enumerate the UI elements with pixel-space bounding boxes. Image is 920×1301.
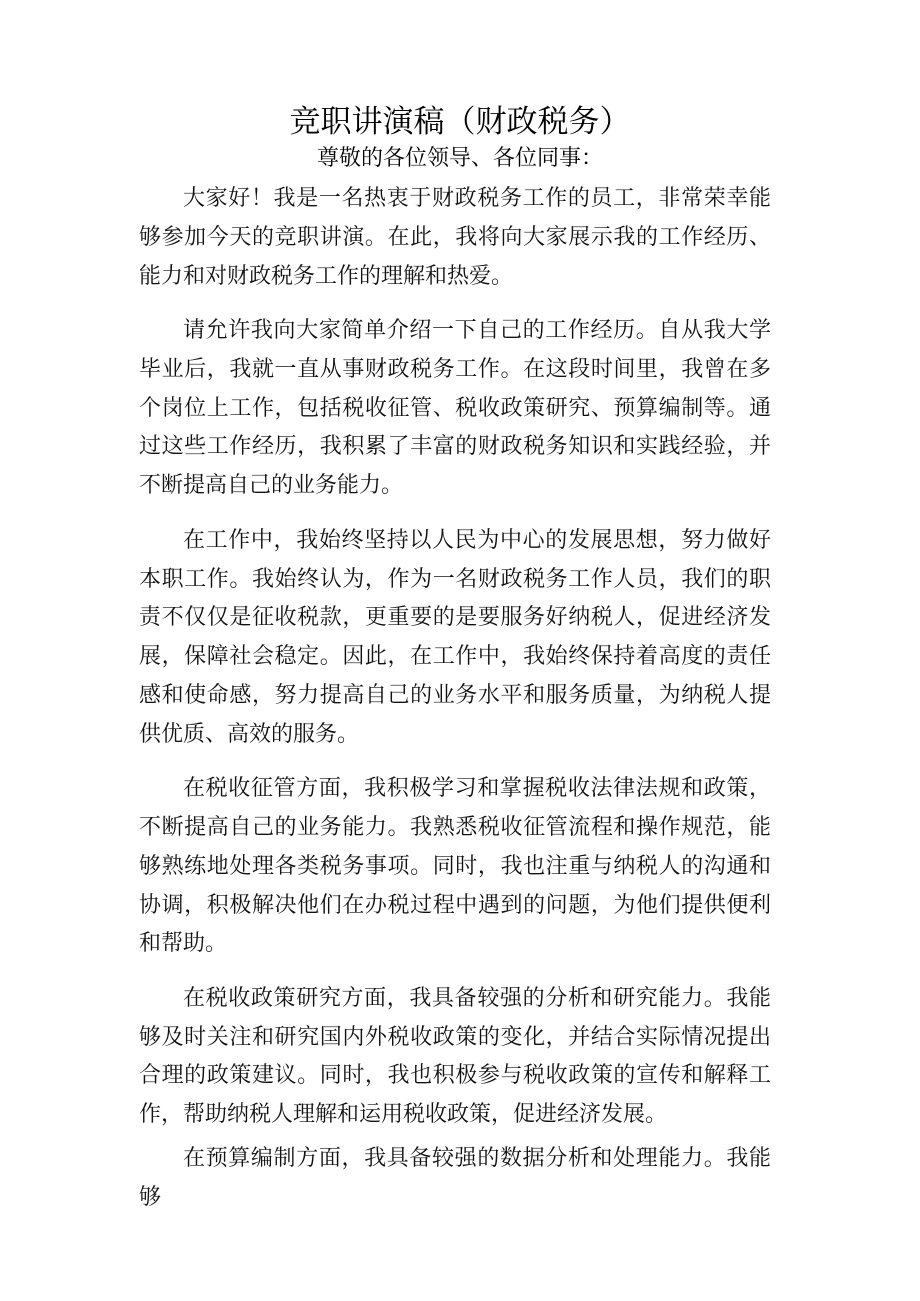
salutation: 尊敬的各位领导、各位同事：	[316, 146, 603, 171]
document-title: 竞职讲演稿（财政税务）	[289, 104, 631, 140]
document-body	[139, 180, 771, 1218]
paragraph-1: 大家好！我是一名热衷于财政税务工作的员工，非常荣幸能够参加今天的竞职讲演。在此，我将向大家展示我的工作经历、能力和对财政税务工作的理解和热爱。	[139, 186, 771, 289]
paragraph-6: 在预算编制方面，我具备较强的数据分析和处理能力。我能够	[139, 1146, 771, 1210]
paragraph-5: 在税收政策研究方面，我具备较强的分析和研究能力。我能够及时关注和研究国内外税收政策的变化，并结合实际情况提出合理的政策建议。同时，我也积极参与税收政策的宣传和解释工作，帮助纳税人理解和运用税收政策，促进经济发展。	[139, 985, 771, 1128]
paragraph-3: 在工作中，我始终坚持以人民为中心的发展思想，努力做好本职工作。我始终认为，作为一名财政税务工作人员，我们的职责不仅仅是征收税款，更重要的是要服务好纳税人，促进经济发展，保障社会稳定。因此，在工作中，我始终保持着高度的责任感和使命感，努力提高自己的业务水平和服务质量，为纳税人提供优质、高效的服务。	[139, 527, 771, 747]
paragraph-2: 请允许我向大家简单介绍一下自己的工作经历。自从我大学毕业后，我就一直从事财政税务工作。在这段时间里，我曾在多个岗位上工作，包括税收征管、税收政策研究、预算编制等。通过这些工作经历，我积累了丰富的财政税务知识和实践经验，并不断提高自己的业务能力。	[139, 318, 771, 499]
paragraph-4: 在税收征管方面，我积极学习和掌握税收法律法规和政策，不断提高自己的业务能力。我熟悉税收征管流程和操作规范，能够熟练地处理各类税务事项。同时，我也注重与纳税人的沟通和协调，积极解决他们在办税过程中遇到的问题，为他们提供便利和帮助。	[139, 776, 771, 957]
